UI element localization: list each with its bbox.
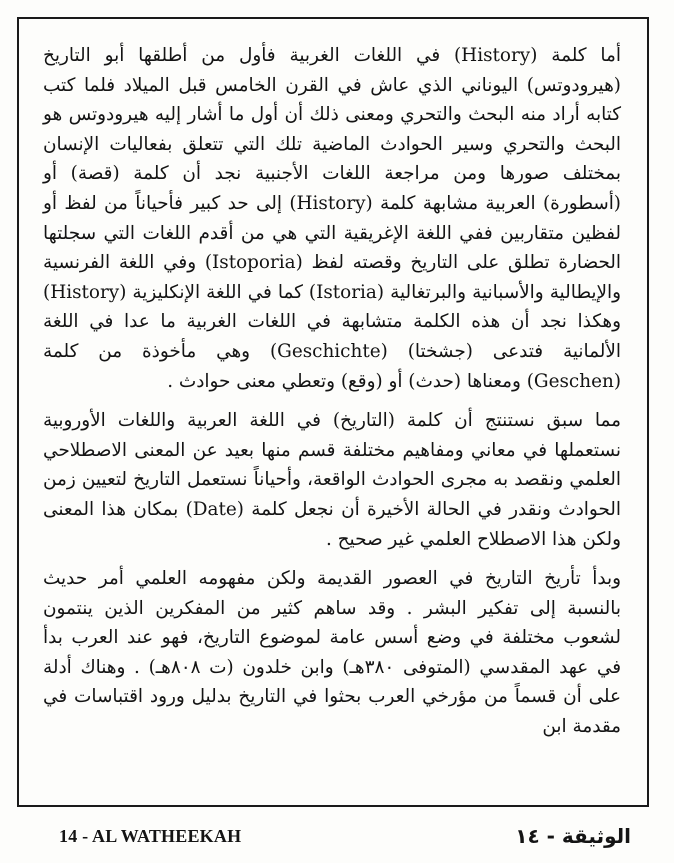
page-footer bbox=[17, 826, 649, 856]
paragraph-1: أما كلمة (History) في اللغات الغربية فأول من أطلقها أبو التاريخ (هيرودوتس) اليوناني الذي عاش في القرن الخامس قبل الميلاد فلما كتب كتابه أراد منه البحث والتحري ومعنى ذلك أن أول ما أشار إليه هيرودوتس هو البحث والتحري وسير الحوادث الماضية تلك التي تتعلق بفعاليات الإنسان بمختلف صورها ومن مراجعة اللغات الأجنبية نجد أن كلمة (قصة) أو (أسطورة) العربية مشابهة كلمة (History) إلى حد كبير فأحياناً من لفظ أو لفظين متقاربين ففي اللغة الإغريقية التي هي من أقدم اللغات التي سجلتها الحضارة تطلق على التاريخ وقصته لفظ (Istoporia) وفي اللغة الفرنسية والإيطالية والأسبانية والبرتغالية (Istoria) كما في اللغة الإنكليزية (History) وهكذا نجد أن هذه الكلمة متشابهة في اللغات الغربية ما عدا في اللغة الألمانية فتدعى (جشختا) (Geschichte) وهي مأخوذة من كلمة (Geschen) ومعناها (حدث) أو (وقع) وتعطي معنى حوادث . bbox=[43, 45, 621, 392]
footer-page-label-latin: 14 - AL WATHEEKAH bbox=[59, 826, 242, 846]
footer-page-label-arabic: الوثيقة - ١٤ bbox=[515, 824, 631, 848]
paragraph-3: وبدأ تأريخ التاريخ في العصور القديمة ولكن مفهومه العلمي أمر حديث بالنسبة إلى تفكير البشر . وقد ساهم كثير من المفكرين الذين ينتمون لشعوب مختلفة في وضع أسس عامة لموضوع التاريخ، فهو عند العرب بدأ في عهد المقدسي (المتوفى ٣٨٠هـ) وابن خلدون (ت ٨٠٨هـ) . وهناك أدلة على أن قسماً من مؤرخي العرب بحثوا في التاريخ بدليل ورود اقتباسات في مقدمة ابن bbox=[43, 568, 621, 738]
paragraph-2: مما سبق نستنتج أن كلمة (التاريخ) في اللغة العربية واللغات الأوروبية نستعملها في معاني ومفاهيم مختلفة قسم منها بعيد عن المعنى الاصطلاحي العلمي ونقصد به مجرى الحوادث الواقعة، وأحياناً نستعمل التاريخ لتعيين زمن الحوادث ونقدر في الحالة الأخيرة أن نجعل كلمة (Date) بمكان هذا المعنى ولكن هذا الاصطلاح العلمي غير صحيح . bbox=[43, 410, 621, 550]
text-frame bbox=[17, 17, 649, 807]
